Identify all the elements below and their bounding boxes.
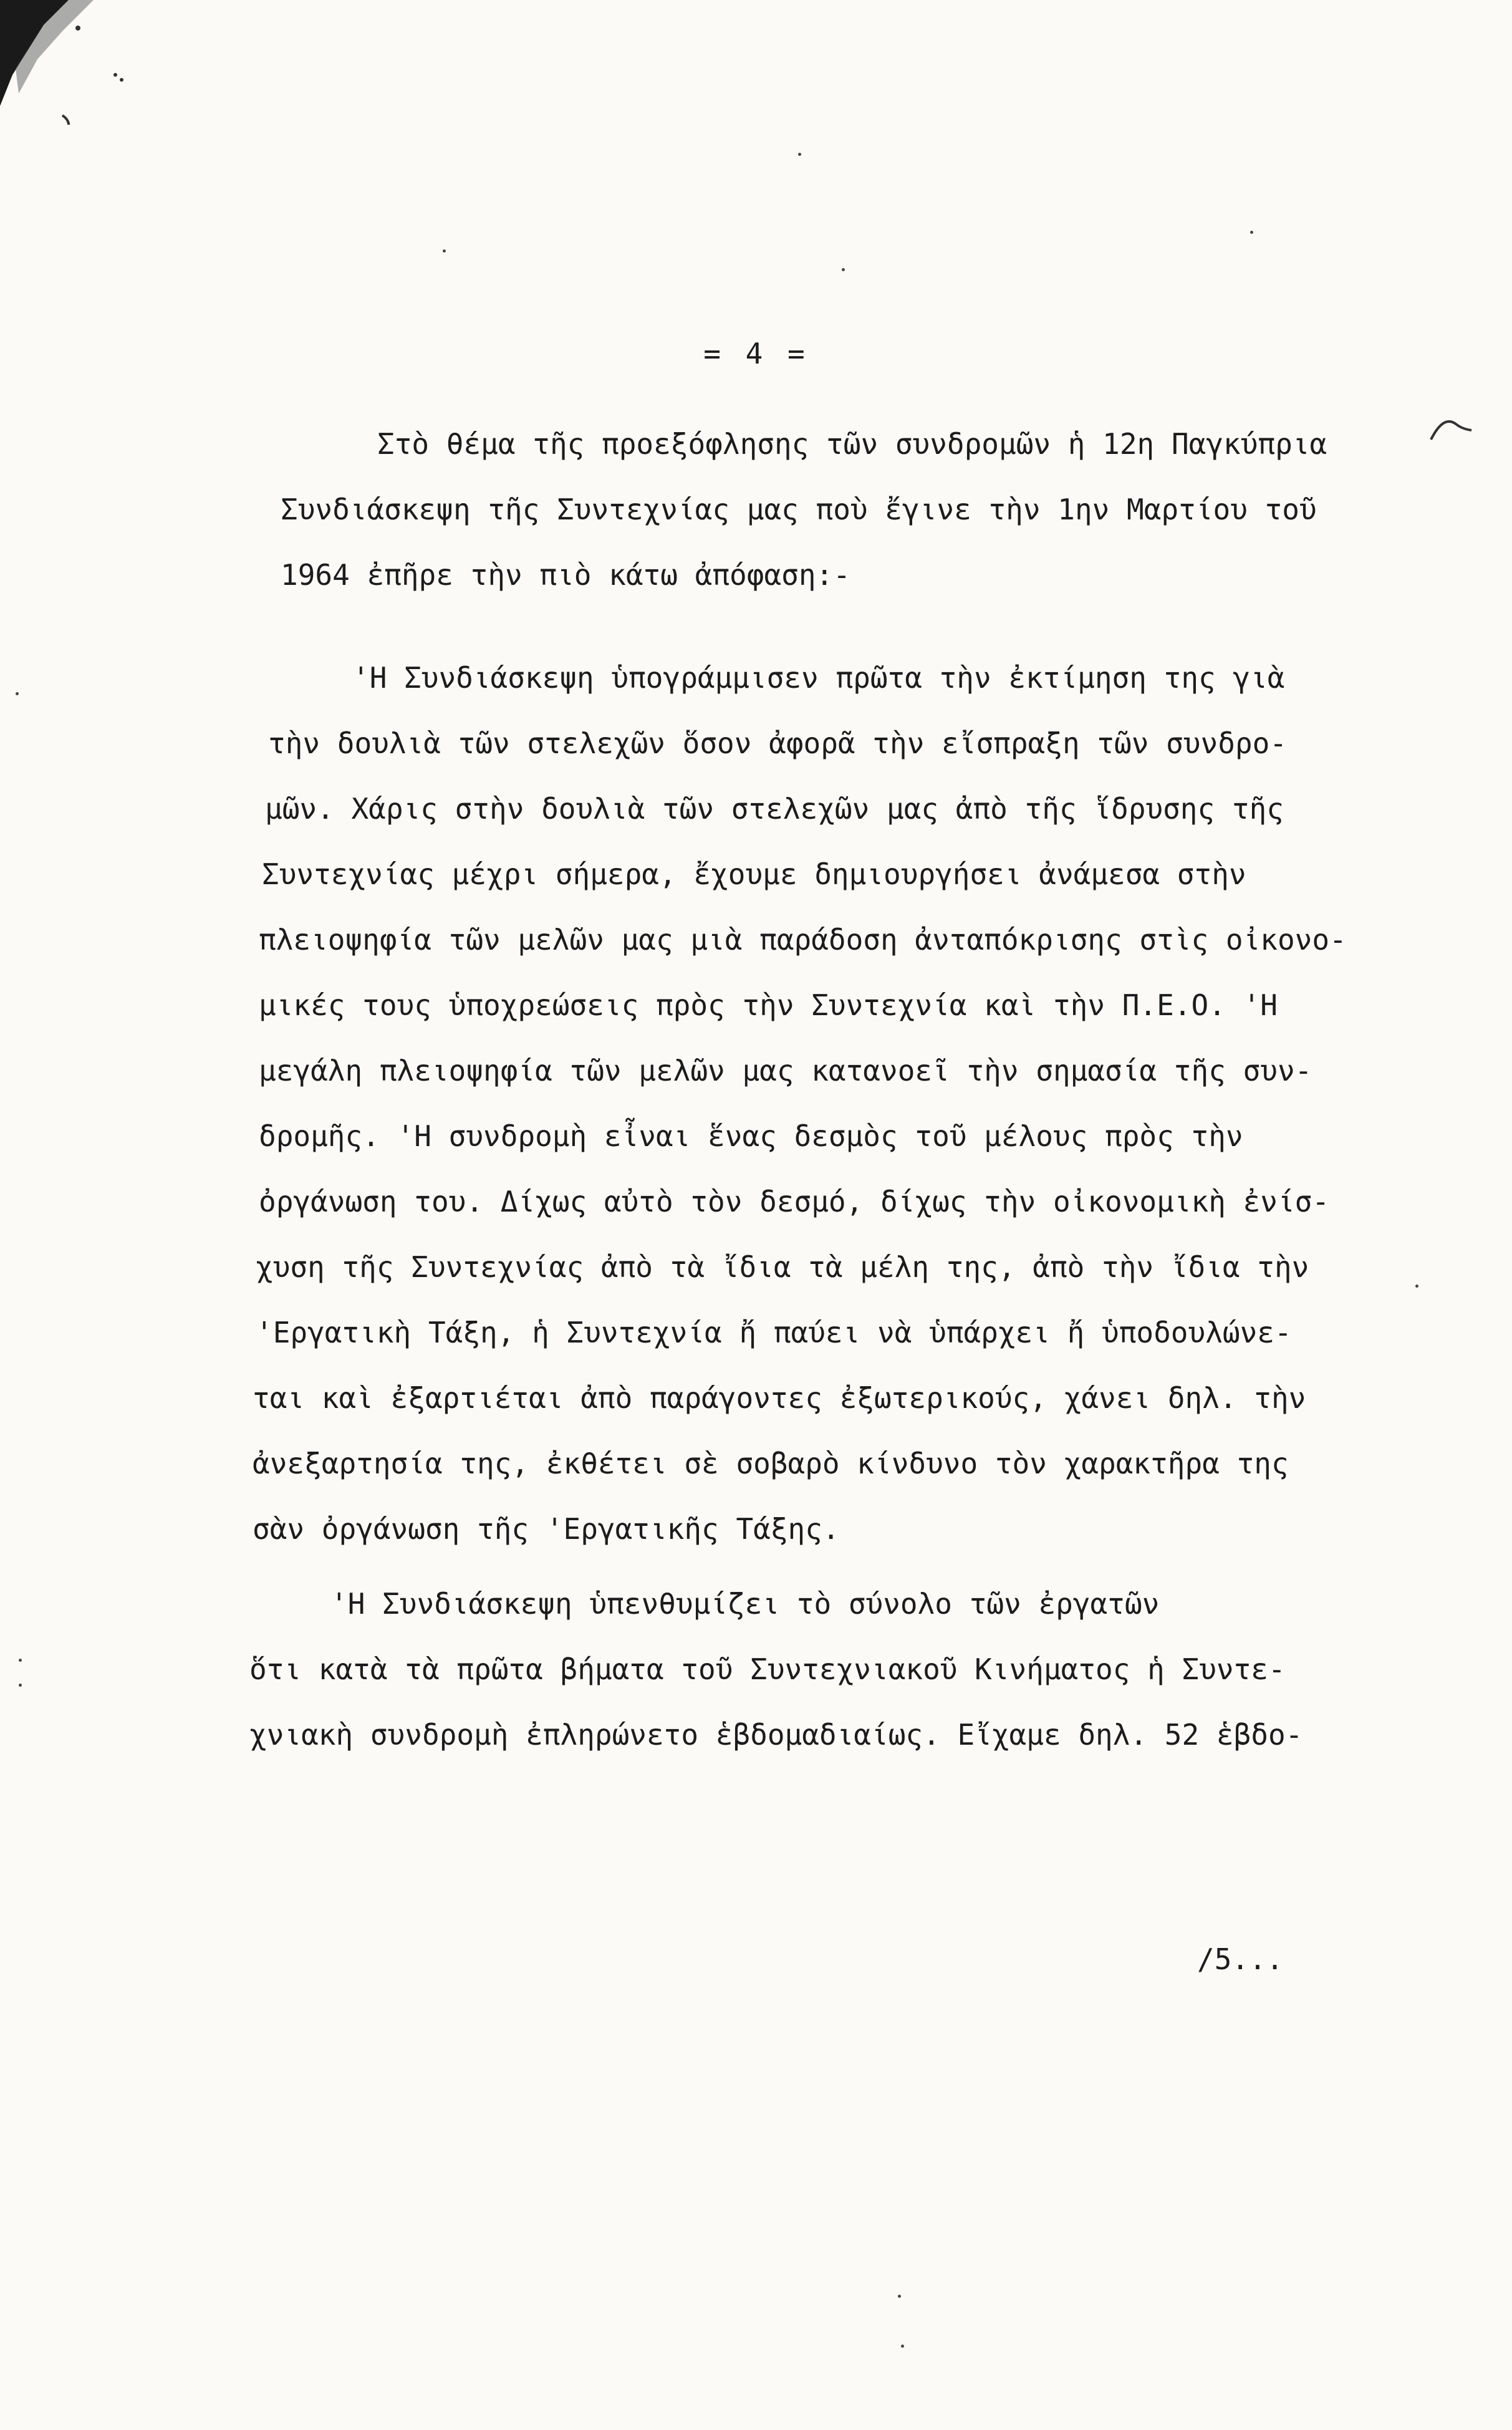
text-line: Συντεχνίας μέχρι σήμερα, ἔχουμε δημιουργήσει ἀνάμεσα στὴν: [262, 857, 1246, 891]
text-line: 1964 ἐπῆρε τὴν πιὸ κάτω ἀπόφαση:-: [281, 558, 850, 592]
text-line: ὀργάνωση του. Δίχως αὐτὸ τὸν δεσμό, δίχως τὴν οἰκονομικὴ ἐνίσ-: [259, 1185, 1330, 1218]
scan-speck: [898, 2295, 901, 2298]
continuation-marker: /5...: [1197, 1942, 1284, 1976]
text-line: μικές τους ὑποχρεώσεις πρὸς τὴν Συντεχνία καὶ τὴν Π.Ε.Ο. 'Η: [259, 988, 1278, 1022]
text-line: ἀνεξαρτησία της, ἐκθέτει σὲ σοβαρὸ κίνδυνο τὸν χαρακτῆρα της: [253, 1447, 1289, 1480]
paragraph-1: [249, 412, 1447, 608]
text-line: χνιακὴ συνδρομὴ ἐπληρώνετο ἑβδομαδιαίως. Εἴχαμε δηλ. 52 ἑβδο-: [249, 1718, 1303, 1752]
text-line: 'Η Συνδιάσκεψη ὑπενθυμίζει τὸ σύνολο τῶν ἐργατῶν: [330, 1587, 1160, 1621]
text-line: μῶν. Χάρις στὴν δουλιὰ τῶν στελεχῶν μας ἀπὸ τῆς ἵδρυσης τῆς: [265, 792, 1284, 826]
text-line: ὅτι κατὰ τὰ πρῶτα βήματα τοῦ Συντεχνιακοῦ Κινήματος ἡ Συντε-: [249, 1652, 1286, 1686]
text-line: πλειοψηφία τῶν μελῶν μας μιὰ παράδοση ἀνταπόκρισης στὶς οἰκονο-: [259, 923, 1347, 957]
paragraph-3: [249, 1571, 1447, 1768]
text-line: Στὸ θέμα τῆς προεξόφλησης τῶν συνδρομῶν ἡ 12η Παγκύπρια: [377, 427, 1327, 461]
page-number: = 4 =: [703, 337, 809, 370]
scan-speck: [798, 153, 801, 156]
scan-speck: [443, 249, 446, 253]
scan-speck: [19, 1659, 22, 1662]
text-line: σὰν ὀργάνωση τῆς 'Εργατικῆς Τάξης.: [253, 1512, 840, 1546]
scan-speck: [901, 2345, 904, 2348]
text-line: ται καὶ ἐξαρτιέται ἀπὸ παράγοντες ἐξωτερικούς, χάνει δηλ. τὴν: [253, 1381, 1306, 1415]
scan-speck: [1250, 231, 1253, 234]
text-line: τὴν δουλιὰ τῶν στελεχῶν ὅσον ἀφορᾶ τὴν εἴσπραξη τῶν συνδρο-: [268, 726, 1287, 760]
text-line: μεγάλη πλειοψηφία τῶν μελῶν μας κατανοεῖ τὴν σημασία τῆς συν-: [259, 1054, 1312, 1087]
scan-speck: [842, 268, 845, 271]
text-line: δρομῆς. 'Η συνδρομὴ εἶναι ἕνας δεσμὸς τοῦ μέλους πρὸς τὴν: [259, 1119, 1243, 1153]
text-line: 'Η Συνδιάσκεψη ὑπογράμμισεν πρῶτα τὴν ἐκτίμηση της γιὰ: [352, 661, 1285, 695]
text-line: 'Εργατικὴ Τάξη, ἡ Συντεχνία ἤ παύει νὰ ὑπάρχει ἤ ὑποδουλώνε-: [256, 1316, 1292, 1349]
scan-shadow-corner: [0, 0, 150, 125]
paragraph-2: [249, 645, 1447, 1562]
text-line: Συνδιάσκεψη τῆς Συντεχνίας μας ποὺ ἔγινε τὴν 1ην Μαρτίου τοῦ: [281, 493, 1317, 526]
scan-speck: [19, 1684, 22, 1687]
scan-speck: [16, 692, 19, 695]
text-line: χυση τῆς Συντεχνίας ἀπὸ τὰ ἴδια τὰ μέλη της, ἀπὸ τὴν ἴδια τὴν: [256, 1250, 1309, 1284]
